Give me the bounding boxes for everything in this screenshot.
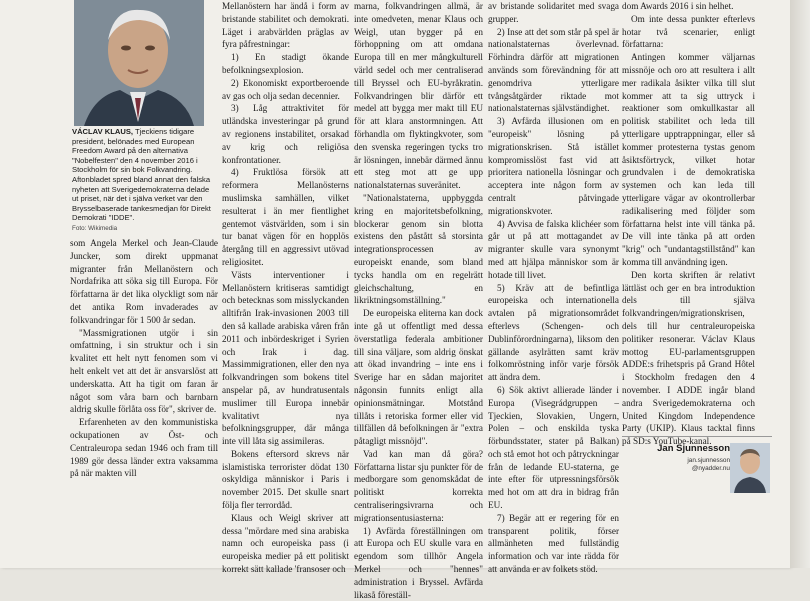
caption-name: VÁCLAV KLAUS, — [72, 127, 134, 136]
article-column-2 — [222, 0, 349, 575]
paragraph: Bokens eftersord skrevs när islamistiska terrorister dödat 130 oskyldiga människor i Paris i november 2015. Det skulle snart följa fler terrordåd. — [222, 448, 349, 511]
paragraph: 7) Begär att er regering för en transparent politik, förser allmänheten med fullständig information och var inte rädda för att använda er av folkets stöd. — [488, 512, 619, 575]
article-column-1 — [70, 237, 218, 568]
article-column-4 — [488, 0, 619, 575]
paragraph: "Nationalstaterna, uppbyggda kring en majoritetsbefolkning, blockerar genom sin blotta existens den påstått så storsinta integrationsprocessen av europeiskt enande, som bland tycks handla om en regelrätt gleichschaltung, en likriktningsomställning." — [354, 192, 483, 306]
paragraph: 4) Fruktlösa försök att reformera Mellanösterns muslimska samhällen, vilket resulterat i än mer fientlighet gentemot västvärlden, som i sin tur banat vägen för en hopplös återgång till en aggressivt utövad religiositet. — [222, 167, 349, 267]
signature-email: jan.sjunnesson — [687, 457, 730, 464]
paragraph: Antingen kommer väljarnas missnöje och oro att resultera i allt mer radikala åsikter vilka till slut kommer att ta sig uttryck i reaktioner som omkullkastar all politisk stabilitet och leda till ytterligare upptrappningar, eller så kommer protesterna tystas genom åsiktsförtryck, vilket hotar grundvalen i de demokratiska systemen och kan leda till ytterligare vägar av okontrollerbar radikalisering med följder som författarna helst inte vill tänka på. De vill inte tänka på att orden "krig" och "undantagstillstånd" kan komma till användning igen. — [622, 52, 755, 267]
paragraph: 3) Låg attraktivitet för utländska investeringar på grund av regionens instabilitet, orsakad av krig och religiösa konfrontationer. — [222, 103, 349, 165]
paragraph: 2) Ekonomiskt exportberoende av gas och olja sedan decennier. — [222, 77, 349, 101]
paragraph: Den korta skriften är relativt lättläst och ger en bra introduktion dels till själva folkvandringen/migrationskrisen, dels till hur centraleuropeiska politiker resonerar. Václav Klaus mottog EU-parlamentsgruppen ADDE:s frihetspris på Grand Hôtel i Stockholm fredagen den 4 november. I ADDE ingår bland andra Sverigedemokraterna och United Kingdom Independence Party (UKIP). Klaus tacktal finns på SD:s YouTube-kanal. — [622, 269, 755, 447]
paragraph: 1) En stadigt ökande befolkningsexplosion. — [222, 52, 349, 75]
portrait-illustration — [74, 0, 204, 126]
article-column-3 — [354, 0, 483, 600]
paragraph: 1) Avfärda föreställningen om att Europa och EU skulle vara en egendom som tillhör Angela Merkel och "hennes" administration i Bryssel. Avfärda likaså föreställ- — [354, 525, 483, 600]
paragraph: Västs interventioner i Mellanöstern kritiseras samtidigt och betecknas som misslyckanden alltifrån Irak-invasionen 2003 till den så kallade arabiska våren från 2011 och inbördeskriget i Syrien och Irak i dag. Massimmigrationen, eller den nya folkvandringen som bokens titel anspelar på, av hundratusentals muslimer till Europa innebär kvalitativt nya befolkningsgrupper, där många inte vill låta sig assimileras. — [222, 269, 349, 447]
paragraph: av bristande solidaritet med svaga grupper. — [488, 1, 619, 24]
paragraph: 2) Inse att det som står på spel är nationalstaternas överlevnad. Förhindra därför att migrationen används som förevändning för att genomdriva ytterligare tvångsåtgärder riktade mot nationalstaternas självständighet. — [488, 26, 619, 114]
paragraph: Erfarenheten av den kommunistiska ockupationen av Öst- och Centraleuropa sedan 1946 och fram till 1989 gör dessa länder extra vaksamma på när makten vill — [70, 417, 218, 479]
paragraph: 3) Avfärda illusionen om en "europeisk" lösning på migrationskrisen. Stå istället kompromisslöst fast vid att prioritera nationella lösningar och acceptera inte någon form av centralt påtvingade migrationskvoter. — [488, 116, 619, 216]
page-edge — [790, 0, 810, 568]
signature-portrait — [730, 443, 770, 493]
signature-handle: @nyadder.nu — [691, 465, 730, 472]
author-photo — [74, 0, 204, 126]
paragraph: dom Awards 2016 i sin helhet. — [622, 1, 734, 11]
paragraph: Vad kan man då göra? Författarna listar sju punkter för de medborgare som genomskådat de politiskt korrekta centraliseringsivrarna och migrationsentusiasterna: — [354, 448, 483, 523]
signature-photo — [730, 443, 770, 493]
photo-credit: Foto: Wikimedia — [72, 224, 118, 232]
paragraph: 5) Kräv att de befintliga europeiska och internationella avtalen på migrationsområdet efterlevs (Schengen- och Dublinförordningarna), liksom den gällande asylrätten samt kräv folkomröstning inför varje försök att ändra dem. — [488, 282, 619, 383]
author-signature — [622, 436, 772, 497]
photo-caption — [72, 127, 212, 234]
paragraph: som Angela Merkel och Jean-Claude Juncker, som direkt uppmanat migranter från Mellanöstern och Nordafrika att söka sig till Europa. För författarna är det lika olyckligt som när det antika Rom invaderades av folkvandringar för 1 500 år sedan. — [70, 238, 218, 325]
paragraph: Mellanöstern har ändå i form av bristande stabilitet och demokrati. Läget i arabvärlden präglas av fyra påfrestningar: — [222, 1, 349, 50]
paragraph: marna, folkvandringen allmä, är inte omedveten, menar Klaus och Weigl, utan bygger på en förhoppning om att omdana Europa till en mer mångkulturell värld sedel och mer centraliserad till Bryssel och EU-byråkratin. Folkvandringen blir därför ett medel att bygga mer makt till EU för att klara anstormningen. Att förhandla om flyktingkvoter, som den svenska regeringen tycks tro är lösningen, innebär därmed ännu ett steg mot att ge upp nationalstaternas suveränitet. — [354, 1, 483, 191]
paragraph: Klaus och Weigl skriver att dessa "mördare med sina arabiska namn och europeiska pass (i europeiska medier på ett politiskt korrekt sätt kallade 'fransoser och — [222, 512, 349, 575]
paragraph: Om inte dessa punkter efterlevs hotar två scenarier, enligt författarna: — [622, 13, 755, 50]
paragraph: De europeiska eliterna kan dock inte gå ut offentligt med dessa överstatliga federala ambitioner till sina väljare, som aldrig önskat att ökad invandring – inte ens i Sverige har en sådan majoritet någonsin funnits enligt alla opinionsmätningar. Motstånd tillåts i retoriska former eller vid tillfällen då befolkningen är "extra påtagligt missnöjd". — [354, 308, 483, 447]
paragraph: 6) Sök aktivt allierade länder i Europa (Visegrádgruppen – Tjeckien, Slovakien, Ungern, Polen – och enskilda tyska förbundsstater, stater på Balkan) och stå emot hot och påtryckningar från de ledande EU-staterna, ge inte efter för utpressningsförsök med hot om att dra in bidrag från EU. — [488, 384, 619, 511]
caption-text: Tjeckiens tidigare president, belönades med European Freedom Award på den alternativa "Nobelfesten" den 4 november 2016 i Stockholm för sin bok Folkvandring. Aftonbladet spred bland annat den falska nyheten att Sverigedemokraterna delade ut priset, när det i själva verket var den Brysselbaserade tankesmedjan för Direkt Demokrati "IDDE". — [72, 127, 211, 223]
signature-name: Jan Sjunnesson — [657, 443, 730, 454]
paragraph: 4) Avvisa de falska klichéer som går ut på att mottagandet av migranter skulle vara synonymt med att hjälpa människor som är hotade till livet. — [488, 218, 619, 280]
paragraph: "Massmigrationen utgör i sin omfattning, i sin struktur och i sin kvalitet ett helt nytt fenomen som vi helt enkelt vet att det är ansvarslöst att underskatta. Att ha tigit om faran är något som våra barn och barnbarn aldrig skulle förlåta oss för", skriver de. — [70, 327, 218, 415]
